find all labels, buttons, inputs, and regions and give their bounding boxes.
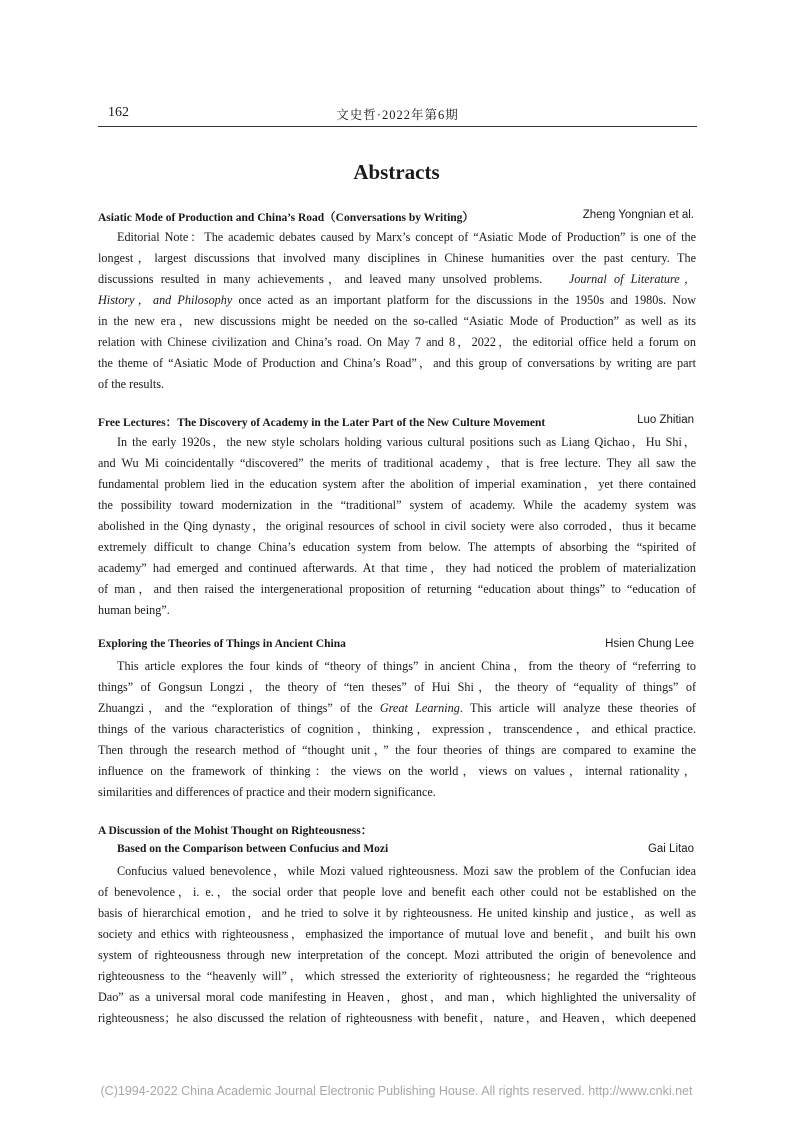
abstract-line: similarities and differences of practice and their modern significance. <box>98 785 436 799</box>
article-subtitle: Based on the Comparison between Confucius and Mozi <box>117 843 389 855</box>
page-title: Abstracts <box>353 160 440 184</box>
abstract-line: righteousness；he also discussed the relation of righteousness with benefit，nature，and Heaven，which deepened <box>98 1011 696 1025</box>
book-title-italic: Great Learning <box>379 701 460 715</box>
abstract-text: Zhuangzi，and the “exploration of things” of the <box>98 701 373 715</box>
article-title: Asiatic Mode of Production and China’s Road（Conversations by Writing） <box>98 212 474 224</box>
journal-issue: 文史哲·2022年第6期 <box>336 108 459 122</box>
journal-title-italic: History，and Philosophy <box>98 293 233 307</box>
journal-title-italic: Journal of Literature， <box>568 272 697 286</box>
abstract-line: the possibility toward modernization in the “traditional” system of academy. While the academy system was <box>98 498 696 512</box>
article-author: Gai Litao <box>647 843 694 855</box>
abstract-line: academy” had emerged and continued afterwards. At that time，they had noticed the problem of materialization <box>98 561 696 575</box>
abstract-line: longest，largest discussions that involved many disciplines in Chinese humanities over the past century. The <box>98 251 696 265</box>
abstract-line: of benevolence，i. e.，the social order that people love and benefit each other could not be established on the <box>98 885 696 899</box>
article-abstract <box>98 638 696 799</box>
abstract-line: righteousness to the “heavenly will”，which stressed the exteriority of righteousness；he regarded the “righteous <box>98 969 696 983</box>
article-abstract <box>98 209 697 391</box>
article-title: Exploring the Theories of Things in Ancient China <box>98 638 346 650</box>
article-abstract <box>98 414 696 617</box>
abstract-line: abolished in the Qing dynasty，the original resources of school in civil society were also corroded，thus it became <box>98 519 696 533</box>
abstract-line: the theme of “Asiatic Mode of Production and China’s Road”，and this group of conversations by writing are part <box>98 356 696 370</box>
abstract-line: Dao” as a universal moral code manifesting in Heaven，ghost，and man，which highlighted the universality of <box>98 990 696 1004</box>
copyright-footer: (C)1994-2022 China Academic Journal Electronic Publishing House. All rights reserved. http://www.cnki.net <box>100 1084 693 1098</box>
abstract-line: society and ethics with righteousness，emphasized the importance of mutual love and benefit，and built his own <box>98 927 696 941</box>
abstract-line: Editorial Note：The academic debates caused by Marx’s concept of “Asiatic Mode of Production” is one of the <box>117 230 696 244</box>
abstract-line <box>98 701 696 716</box>
article-author: Hsien Chung Lee <box>605 638 694 650</box>
abstract-line: basis of hierarchical emotion，and he tried to solve it by righteousness. He united kinship and justice，as well as <box>98 906 696 920</box>
abstract-line: human being”. <box>98 603 170 617</box>
abstract-line: relation with Chinese civilization and China’s road. On May 7 and 8，2022，the editorial office held a forum on <box>98 335 696 349</box>
article-title: A Discussion of the Mohist Thought on Righteousness： <box>98 825 373 837</box>
abstract-line: Confucius valued benevolence，while Mozi valued righteousness. Mozi saw the problem of the Confucian idea <box>117 864 696 878</box>
abstract-line: extremely difficult to change China’s education system from below. The attempts of absorbing the “spirited of <box>98 540 696 554</box>
abstract-line: influence on the framework of thinking：the views on the world，views on values，internal rationality， <box>98 764 696 778</box>
abstract-line: fundamental problem lied in the education system after the abolition of imperial examination，yet there contained <box>98 477 696 491</box>
abstract-line <box>98 272 696 287</box>
abstract-text: discussions resulted in many achievements，and leaved many unsolved problems. <box>98 272 543 286</box>
abstract-line: and Wu Mi coincidentally “discovered” the merits of traditional academy，that is free lecture. They all saw the <box>98 456 696 470</box>
article-author: Luo Zhitian <box>637 414 694 426</box>
abstract-line: in the new era，new discussions might be needed on the so-called “Asiatic Mode of Production” as well as its <box>98 314 696 328</box>
abstract-line: things of the various characteristics of cognition，thinking，expression，transcendence，and ethical practice. <box>98 722 696 736</box>
running-header <box>98 102 697 127</box>
article-abstract <box>98 822 696 1025</box>
abstract-line: of man，and then raised the intergenerational proposition of returning “education about things” to “education of <box>98 582 696 596</box>
abstract-line: of the results. <box>98 377 165 391</box>
article-author: Zheng Yongnian et al. <box>582 209 694 221</box>
abstract-line <box>98 293 696 308</box>
abstract-text: once acted as an important platform for the discussions in the 1950s and 1980s. Now <box>238 293 697 307</box>
abstract-line: things” of Gongsun Longzi，the theory of “ten theses” of Hui Shi，the theory of “equality of things” of <box>98 680 696 694</box>
abstract-line: This article explores the four kinds of “theory of things” in ancient China，from the theory of “referring to <box>117 659 696 673</box>
page-number: 162 <box>108 105 129 120</box>
abstract-line: system of righteousness through new interpretation of the concept. Mozi attributed the origin of benevolence and <box>98 948 696 962</box>
abstract-line: In the early 1920s，the new style scholars holding various cultural positions such as Liang Qichao，Hu Shi， <box>117 435 696 449</box>
article-title: Free Lectures：The Discovery of Academy in the Later Part of the New Culture Movement <box>98 417 546 429</box>
abstract-text: . This article will analyze these theories of <box>459 701 696 715</box>
abstract-line: Then through the research method of “thought unit，” the four theories of things are compared to examine the <box>98 743 696 757</box>
